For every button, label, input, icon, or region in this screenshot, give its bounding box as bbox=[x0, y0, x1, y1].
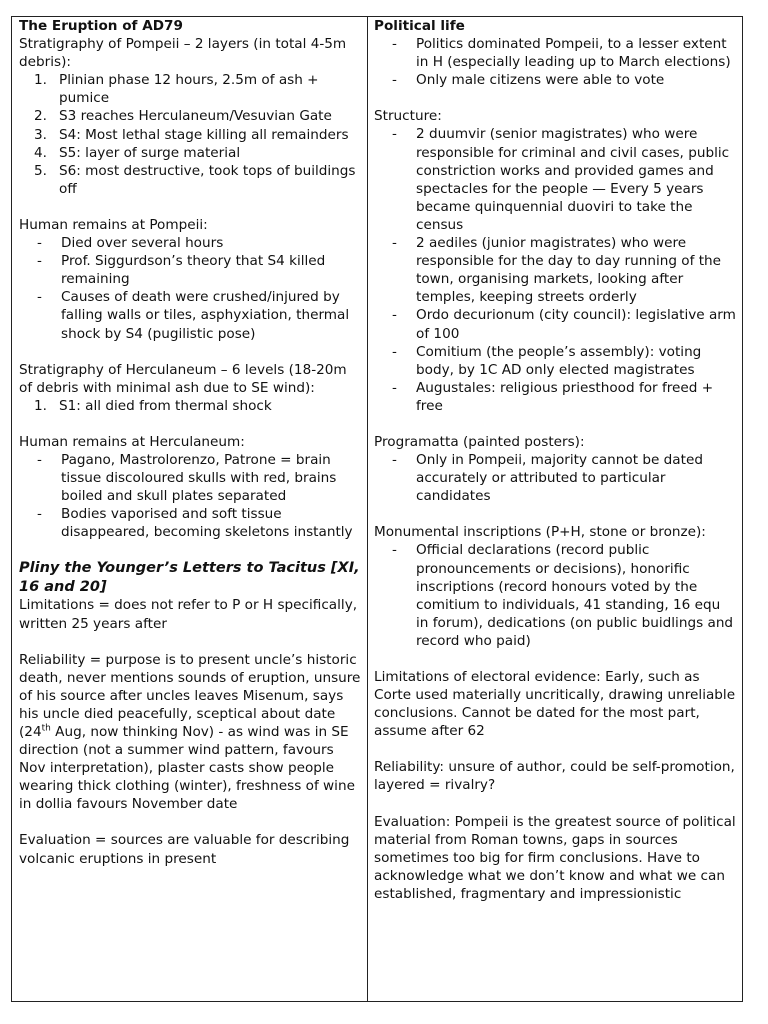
list-item: 3. S4: Most lethal stage killing all remainders bbox=[34, 126, 349, 143]
list-item: - Pagano, Mastrolorenzo, Patrone = brain tissue discoloured skulls with red, brains boiled and skull plates separated bbox=[37, 451, 337, 505]
remains-pompeii-list bbox=[19, 234, 361, 343]
stratigraphy-pompeii-intro: Stratigraphy of Pompeii – 2 layers (in total 4-5m debris): bbox=[19, 36, 347, 71]
list-item: - Only in Pompeii, majority cannot be dated accurately or attributed to particular candidates bbox=[392, 452, 703, 505]
notes-table bbox=[11, 16, 743, 1002]
list-item: - Augustales: religious priesthood for freed + free bbox=[392, 379, 714, 414]
programatta-section bbox=[374, 433, 736, 505]
remains-herculaneum-section bbox=[19, 433, 361, 542]
list-item: 1. Plinian phase 12 hours, 2.5m of ash + pumice bbox=[34, 72, 319, 107]
political-life-title: Political life bbox=[374, 18, 465, 34]
list-item: - Only male citizens were able to vote bbox=[392, 72, 665, 89]
list-item: 1. S1: all died from thermal shock bbox=[34, 397, 272, 414]
structure-heading: Structure: bbox=[374, 108, 442, 125]
pliny-heading: Pliny the Younger’s Letters to Tacitus [XI, 16 and 20] bbox=[19, 560, 360, 595]
monumental-heading: Monumental inscriptions (P+H, stone or bronze): bbox=[374, 524, 706, 541]
political-intro-list bbox=[374, 35, 736, 89]
stratigraphy-herculaneum-list bbox=[19, 397, 361, 415]
left-column bbox=[12, 17, 368, 1001]
eruption-title: The Eruption of AD79 bbox=[19, 18, 183, 34]
monumental-section bbox=[374, 523, 736, 650]
structure-section bbox=[374, 107, 736, 415]
electoral-evaluation: Evaluation: Pompeii is the greatest source of political material from Roman towns, gaps in sources sometimes too big for firm conclusions. Have to acknowledge what we don’t know and what we can established, fragmentary and impressionistic bbox=[374, 813, 736, 902]
electoral-limitations: Limitations of electoral evidence: Early, such as Corte used materially uncritically, drawing unreliable conclusions. Cannot be dated for the most part, assume after 62 bbox=[374, 669, 736, 740]
pliny-reliability: Reliability = purpose is to present uncle’s historic death, never mentions sounds of eruption, unsure of his source after uncles leaves Misenum, says his uncle died peacefully, sceptical about date (24th Aug, now thinking Nov) - as wind was in SE direction (not a summer wind pattern, favours Nov interpretation), plaster casts show people wearing thick clothing (winter), freshness of wine in dollia favours November date bbox=[19, 651, 361, 813]
list-item: - 2 aediles (junior magistrates) who were responsible for the day to day running of the town, organising markets, looking after temples, keeping streets orderly bbox=[392, 235, 722, 306]
list-item: - Prof. Siggurdson’s theory that S4 killed remaining bbox=[37, 253, 326, 288]
pliny-limitations: Limitations = does not refer to P or H specifically, written 25 years after bbox=[19, 597, 358, 632]
list-item: 2. S3 reaches Herculaneum/Vesuvian Gate bbox=[34, 108, 332, 125]
list-item: - 2 duumvir (senior magistrates) who were responsible for criminal and civil cases, public constriction works and provided games and spectacles for the people — Every 5 years became quinquennial duoviri to take the census bbox=[392, 126, 730, 233]
remains-herculaneum-heading: Human remains at Herculaneum: bbox=[19, 433, 245, 450]
remains-herculaneum-list bbox=[19, 451, 361, 541]
remains-pompeii-section bbox=[19, 216, 361, 343]
programatta-list bbox=[374, 451, 736, 505]
electoral-reliability: Reliability: unsure of author, could be self-promotion, layered = rivalry? bbox=[374, 759, 735, 794]
list-item: - Official declarations (record public pronouncements or decisions), honorific inscriptions (record honours voted by the comitium to individuals, 41 standing, 16 equ in forum), dedications (on public buidlings and record who paid) bbox=[392, 542, 734, 649]
stratigraphy-herculaneum-section bbox=[19, 361, 361, 415]
list-item: - Died over several hours bbox=[37, 235, 224, 252]
stratigraphy-pompeii-section bbox=[19, 35, 361, 198]
stratigraphy-herculaneum-intro: Stratigraphy of Herculaneum – 6 levels (18-20m of debris with minimal ash due to SE wind): bbox=[19, 361, 347, 396]
list-item: 4. S5: layer of surge material bbox=[34, 144, 241, 161]
list-item: - Comitium (the people’s assembly): voting body, by 1C AD only elected magistrates bbox=[392, 343, 702, 378]
list-item: - Causes of death were crushed/injured by falling walls or tiles, asphyxiation, thermal shock by S4 (pugilistic pose) bbox=[37, 289, 350, 342]
list-item: 5. S6: most destructive, took tops of buildings off bbox=[34, 162, 356, 197]
remains-pompeii-heading: Human remains at Pompeii: bbox=[19, 216, 208, 233]
programatta-heading: Programatta (painted posters): bbox=[374, 433, 585, 450]
list-item: - Ordo decurionum (city council): legislative arm of 100 bbox=[392, 307, 736, 342]
structure-list bbox=[374, 125, 736, 415]
list-item: - Politics dominated Pompeii, to a lesser extent in H (especially leading up to March elections) bbox=[392, 36, 731, 71]
pliny-section bbox=[19, 559, 361, 867]
right-column bbox=[368, 17, 742, 1001]
pliny-evaluation: Evaluation = sources are valuable for describing volcanic eruptions in present bbox=[19, 832, 350, 867]
list-item: - Bodies vaporised and soft tissue disappeared, becoming skeletons instantly bbox=[37, 506, 353, 541]
stratigraphy-pompeii-list bbox=[19, 71, 361, 198]
monumental-list bbox=[374, 541, 736, 650]
